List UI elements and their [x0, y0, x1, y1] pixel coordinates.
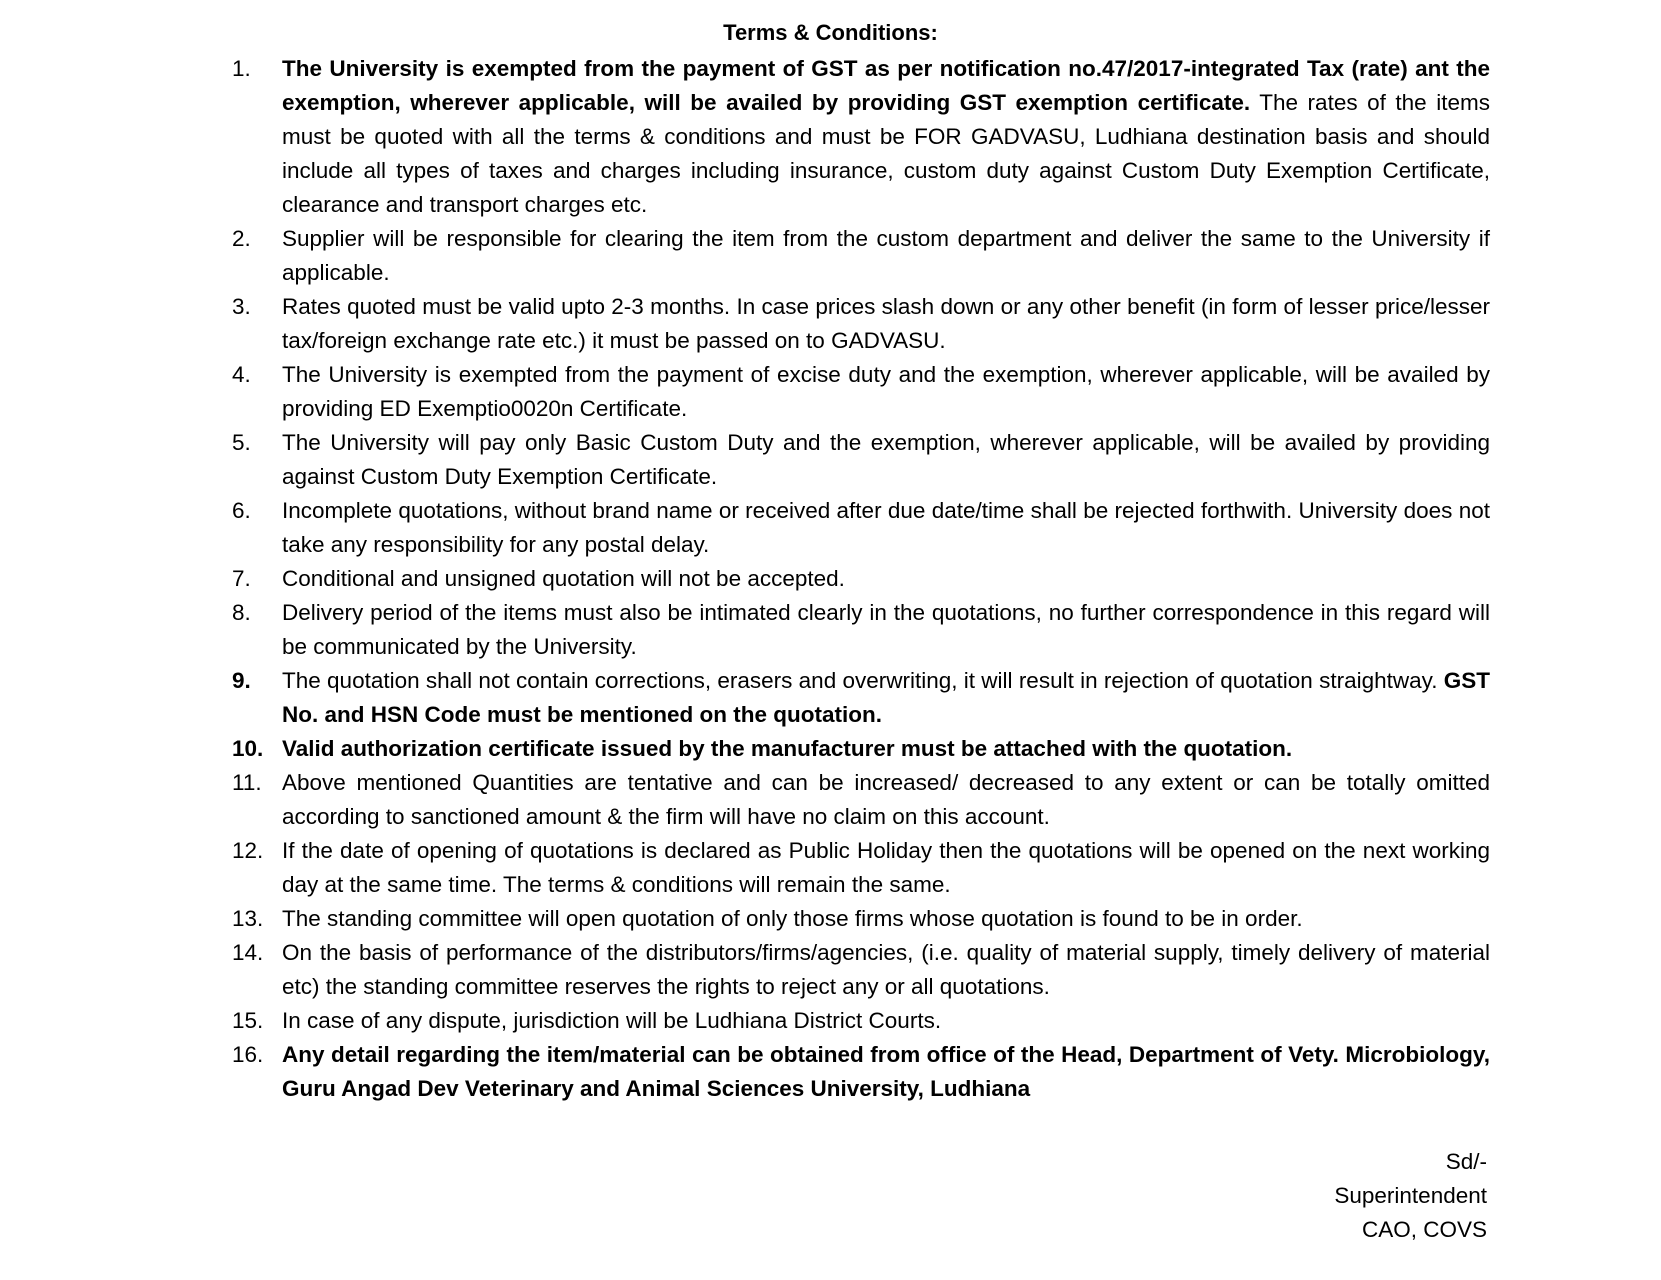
term-number: 16. [232, 1042, 264, 1067]
term-text: The standing committee will open quotation of only those firms whose quotation is found to be in order. [282, 906, 1303, 931]
term-item-15 [232, 1004, 1490, 1038]
signature-sd: Sd/- [1445, 1149, 1487, 1174]
term-item-2 [232, 222, 1490, 290]
term-item-11 [232, 766, 1490, 834]
term-number: 12. [232, 838, 264, 863]
term-item-12 [232, 834, 1490, 902]
term-item-14 [232, 936, 1490, 1004]
term-item-4 [232, 358, 1490, 426]
signature-office: CAO, COVS [1361, 1217, 1487, 1242]
term-number: 10. [232, 736, 264, 761]
term-item-6 [232, 494, 1490, 562]
term-number: 4. [232, 362, 251, 387]
signature-block [1334, 1145, 1487, 1247]
term-text: In case of any dispute, jurisdiction will be Ludhiana District Courts. [282, 1008, 942, 1033]
term-number: 14. [232, 940, 264, 965]
term-bold-text: The University is exempted from the payment of GST as per notification no.47/2017-integrated Tax (rate) ant the exemption, wherever applicable, will be availed by providing GST exemption certificate. [282, 56, 1490, 115]
term-text: Supplier will be responsible for clearing the item from the custom department and deliver the same to the University if applicable. [282, 226, 1490, 285]
term-number: 7. [232, 566, 251, 591]
term-body-text: The rates of the items must be quoted with all the terms & conditions and must be FOR GADVASU, Ludhiana destination basis and should include all types of taxes and charges including insurance, custom duty against Custom Duty Exemption Certificate, clearance and transport charges etc. [282, 90, 1490, 217]
term-text [282, 664, 1490, 732]
term-text: Delivery period of the items must also be intimated clearly in the quotations, no further correspondence in this regard will be communicated by the University. [282, 600, 1490, 659]
term-item-13 [232, 902, 1490, 936]
term-bold-text: Valid authorization certificate issued by the manufacturer must be attached with the quotation. [282, 736, 1293, 761]
term-number: 11. [232, 770, 262, 795]
term-number: 15. [232, 1008, 264, 1033]
term-item-10 [232, 732, 1490, 766]
term-item-16 [232, 1038, 1490, 1106]
term-item-3 [232, 290, 1490, 358]
term-text: The University will pay only Basic Custom Duty and the exemption, wherever applicable, will be availed by providing against Custom Duty Exemption Certificate. [282, 430, 1490, 489]
term-number: 13. [232, 906, 264, 931]
term-bold-suffix: GST No. and HSN Code must be mentioned on the quotation. [282, 668, 1490, 727]
term-item-5 [232, 426, 1490, 494]
term-number: 2. [232, 226, 251, 251]
term-bold-text: Any detail regarding the item/material can be obtained from office of the Head, Department of Vety. Microbiology, Guru Angad Dev Veterinary and Animal Sciences University, Ludhiana [282, 1042, 1490, 1101]
term-number: 8. [232, 600, 251, 625]
page-title: Terms & Conditions: [723, 20, 938, 45]
term-text: Conditional and unsigned quotation will not be accepted. [282, 566, 845, 591]
term-text: The University is exempted from the payment of excise duty and the exemption, wherever applicable, will be availed by providing ED Exemptio0020n Certificate. [282, 362, 1490, 421]
term-text [282, 52, 1490, 222]
term-item-1 [232, 52, 1490, 222]
term-number: 9. [232, 668, 251, 693]
term-number: 1. [232, 56, 251, 81]
term-number: 5. [232, 430, 251, 455]
term-text: Rates quoted must be valid upto 2-3 months. In case prices slash down or any other benefit (in form of lesser price/lesser tax/foreign exchange rate etc.) it must be passed on to GADVASU. [282, 294, 1490, 353]
term-number: 3. [232, 294, 251, 319]
term-body-text: The quotation shall not contain corrections, erasers and overwriting, it will result in rejection of quotation straightway. [282, 668, 1444, 693]
term-item-8 [232, 596, 1490, 664]
term-text: If the date of opening of quotations is declared as Public Holiday then the quotations will be opened on the next working day at the same time. The terms & conditions will remain the same. [282, 838, 1490, 897]
terms-list [232, 52, 1490, 1106]
term-item-9 [232, 664, 1490, 732]
term-text: On the basis of performance of the distributors/firms/agencies, (i.e. quality of material supply, timely delivery of material etc) the standing committee reserves the rights to reject any or all quotations. [282, 940, 1490, 999]
term-text: Above mentioned Quantities are tentative and can be increased/ decreased to any extent or can be totally omitted according to sanctioned amount & the firm will have no claim on this account. [282, 770, 1490, 829]
term-item-7 [232, 562, 1490, 596]
signature-designation: Superintendent [1334, 1183, 1487, 1208]
term-text: Incomplete quotations, without brand name or received after due date/time shall be rejected forthwith. University does not take any responsibility for any postal delay. [282, 498, 1490, 557]
term-number: 6. [232, 498, 251, 523]
